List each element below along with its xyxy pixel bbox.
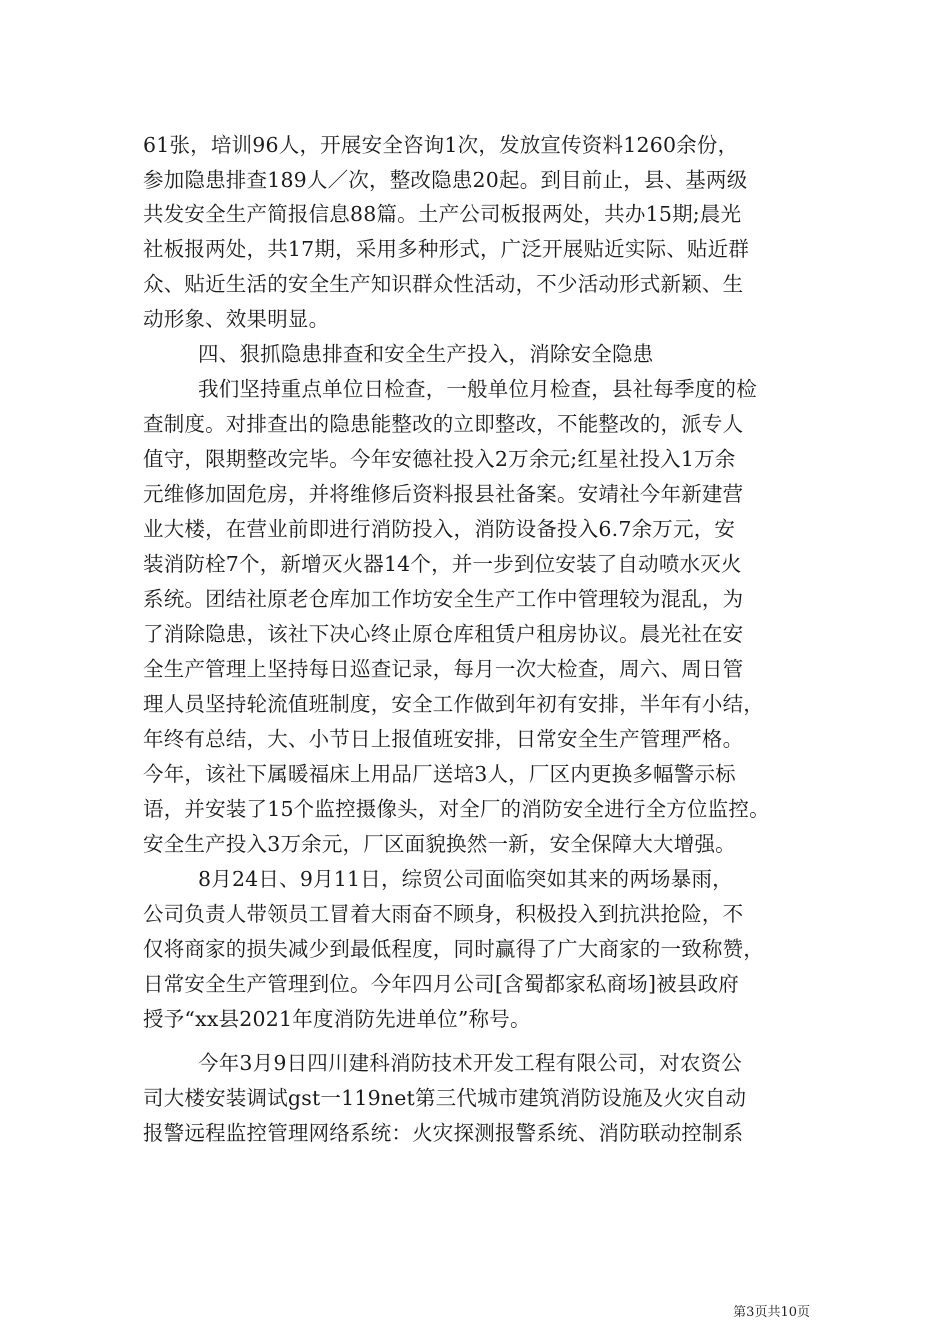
text-line: 了消除隐患，该社下决心终止原仓库租赁户租房协议。晨光社在安 <box>143 622 744 646</box>
text-line: 理人员坚持轮流值班制度，安全工作做到年初有安排，半年有小结， <box>143 692 764 716</box>
text-line: 报警远程监控管理网络系统：火灾探测报警系统、消防联动控制系 <box>143 1121 744 1145</box>
text-line: 查制度。对排查出的隐患能整改的立即整改，不能整改的，派专人 <box>143 412 744 436</box>
text-line: 今年，该社下属暖福床上用品厂送培3人，厂区内更换多幅警示标 <box>143 762 736 786</box>
text-line: 8月24日、9月11日，综贸公司面临突如其来的两场暴雨， <box>198 867 733 891</box>
text-line: 语，并安装了15个监控摄像头，对全厂的消防安全进行全方位监控。 <box>143 797 770 821</box>
text-line: 装消防栓7个，新增灭火器14个，并一步到位安装了自动喷水灭火 <box>143 552 742 576</box>
text-line: 动形象、效果明显。 <box>143 307 330 331</box>
text-line: 61张，培训96人，开展安全咨询1次，发放宣传资料1260余份， <box>143 133 739 157</box>
text-line: 值守，限期整改完毕。今年安德社投入2万余元;红星社投入1万余 <box>143 447 736 471</box>
text-line: 系统。团结社原老仓库加工作坊安全生产工作中管理较为混乱，为 <box>143 587 744 611</box>
text-line: 社板报两处，共17期，采用多种形式，广泛开展贴近实际、贴近群 <box>143 237 750 261</box>
text-line: 公司负责人带领员工冒着大雨奋不顾身，积极投入到抗洪抢险，不 <box>143 902 744 926</box>
text-line: 授予“xx县2021年度消防先进单位”称号。 <box>143 1007 531 1031</box>
text-line: 参加隐患排查189人／次，整改隐患20起。到目前止，县、基两级 <box>143 168 748 192</box>
text-line: 共发安全生产简报信息88篇。土产公司板报两处，共办15期;晨光 <box>143 202 742 226</box>
text-line: 业大楼，在营业前即进行消防投入，消防设备投入6.7余万元，安 <box>143 517 736 541</box>
section-heading: 四、狠抓隐患排查和安全生产投入，消除安全隐患 <box>198 342 654 366</box>
text-line: 年终有总结，大、小节日上报值班安排，日常安全生产管理严格。 <box>143 727 744 751</box>
text-line: 我们坚持重点单位日检查，一般单位月检查，县社每季度的检 <box>198 377 757 401</box>
text-line: 仅将商家的损失减少到最低程度，同时赢得了广大商家的一致称赞， <box>143 937 764 961</box>
text-line: 今年3月9日四川建科消防技术开发工程有限公司，对农资公 <box>198 1051 742 1075</box>
text-line: 众、贴近生活的安全生产知识群众性活动，不少活动形式新颖、生 <box>143 272 744 296</box>
text-line: 安全生产投入3万余元，厂区面貌换然一新，安全保障大大增强。 <box>143 832 736 856</box>
text-line: 全生产管理上坚持每日巡查记录，每月一次大检查，周六、周日管 <box>143 657 744 681</box>
text-line: 司大楼安装调试gst一119net第三代城市建筑消防设施及火灾自动 <box>143 1086 747 1110</box>
text-line: 日常安全生产管理到位。今年四月公司[含蜀都家私商场]被县政府 <box>143 972 739 996</box>
text-line: 元维修加固危房，并将维修后资料报县社备案。安靖社今年新建营 <box>143 482 744 506</box>
page-number: 第3页共10页 <box>733 1305 810 1320</box>
